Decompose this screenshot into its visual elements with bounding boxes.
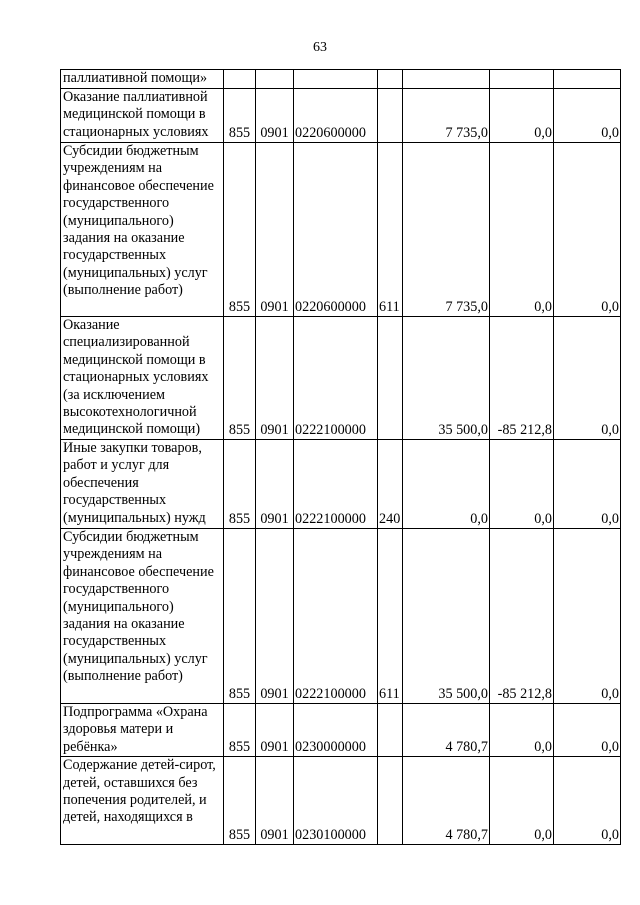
cell-target-article	[294, 70, 378, 89]
budget-table	[60, 69, 621, 845]
cell-expense-type	[378, 317, 403, 440]
cell-expense-type	[378, 704, 403, 757]
cell-target-article: 0220600000	[294, 143, 378, 317]
cell-section: 0901	[256, 440, 294, 529]
row-description: Оказание паллиативной медицинской помощи в стационарных условиях	[61, 89, 224, 143]
cell-amount-2: -85 212,8	[490, 317, 554, 440]
cell-amount-3	[554, 70, 621, 89]
table-row	[61, 143, 621, 317]
cell-amount-1: 4 780,7	[403, 757, 490, 845]
cell-expense-type: 611	[378, 143, 403, 317]
cell-amount-1: 7 735,0	[403, 89, 490, 143]
table-row	[61, 704, 621, 757]
cell-grbs: 855	[224, 143, 256, 317]
table-row	[61, 757, 621, 845]
cell-target-article: 0230000000	[294, 704, 378, 757]
cell-section: 0901	[256, 704, 294, 757]
row-description: Иные закупки товаров, работ и услуг для обеспечения государственных (муниципальных) нужд	[61, 440, 224, 529]
table-row	[61, 529, 621, 704]
cell-amount-3: 0,0	[554, 143, 621, 317]
cell-grbs: 855	[224, 317, 256, 440]
cell-grbs: 855	[224, 440, 256, 529]
cell-section: 0901	[256, 89, 294, 143]
row-description: Содержание детей-сирот, детей, оставшихся без попечения родителей, и детей, находящихся в	[61, 757, 224, 845]
cell-section	[256, 70, 294, 89]
cell-amount-3: 0,0	[554, 704, 621, 757]
cell-amount-1: 4 780,7	[403, 704, 490, 757]
cell-grbs: 855	[224, 704, 256, 757]
cell-grbs	[224, 70, 256, 89]
cell-grbs: 855	[224, 529, 256, 704]
table-row	[61, 440, 621, 529]
cell-amount-3: 0,0	[554, 529, 621, 704]
cell-expense-type	[378, 89, 403, 143]
cell-grbs: 855	[224, 89, 256, 143]
cell-expense-type	[378, 70, 403, 89]
row-description: Оказание специализированной медицинской помощи в стационарных условиях (за исключением высокотехнологичной медицинской помощи)	[61, 317, 224, 440]
row-description: паллиативной помощи»	[61, 70, 224, 89]
cell-target-article: 0222100000	[294, 440, 378, 529]
cell-amount-3: 0,0	[554, 440, 621, 529]
cell-expense-type: 240	[378, 440, 403, 529]
page-number: 63	[313, 40, 327, 55]
cell-amount-1	[403, 70, 490, 89]
cell-amount-2: 0,0	[490, 704, 554, 757]
table-row	[61, 317, 621, 440]
cell-target-article: 0222100000	[294, 317, 378, 440]
cell-section: 0901	[256, 143, 294, 317]
cell-section: 0901	[256, 757, 294, 845]
cell-amount-2: 0,0	[490, 89, 554, 143]
row-description: Субсидии бюджетным учреждениям на финансовое обеспечение государственного (муниципального) задания на оказание государственных (муниципальных) услуг (выполнение работ)	[61, 529, 224, 704]
row-description: Подпрограмма «Охрана здоровья матери и ребёнка»	[61, 704, 224, 757]
cell-amount-1: 35 500,0	[403, 317, 490, 440]
table-row	[61, 89, 621, 143]
cell-amount-3: 0,0	[554, 89, 621, 143]
cell-section: 0901	[256, 317, 294, 440]
cell-amount-2: 0,0	[490, 757, 554, 845]
cell-target-article: 0222100000	[294, 529, 378, 704]
cell-expense-type: 611	[378, 529, 403, 704]
cell-amount-3: 0,0	[554, 757, 621, 845]
cell-target-article: 0220600000	[294, 89, 378, 143]
cell-amount-2: 0,0	[490, 440, 554, 529]
cell-amount-1: 35 500,0	[403, 529, 490, 704]
cell-section: 0901	[256, 529, 294, 704]
cell-target-article: 0230100000	[294, 757, 378, 845]
cell-amount-2	[490, 70, 554, 89]
cell-grbs: 855	[224, 757, 256, 845]
cell-amount-2: 0,0	[490, 143, 554, 317]
cell-amount-3: 0,0	[554, 317, 621, 440]
cell-amount-1: 0,0	[403, 440, 490, 529]
cell-expense-type	[378, 757, 403, 845]
cell-amount-2: -85 212,8	[490, 529, 554, 704]
row-description: Субсидии бюджетным учреждениям на финансовое обеспечение государственного (муниципального) задания на оказание государственных (муниципальных) услуг (выполнение работ)	[61, 143, 224, 317]
table-row	[61, 70, 621, 89]
cell-amount-1: 7 735,0	[403, 143, 490, 317]
